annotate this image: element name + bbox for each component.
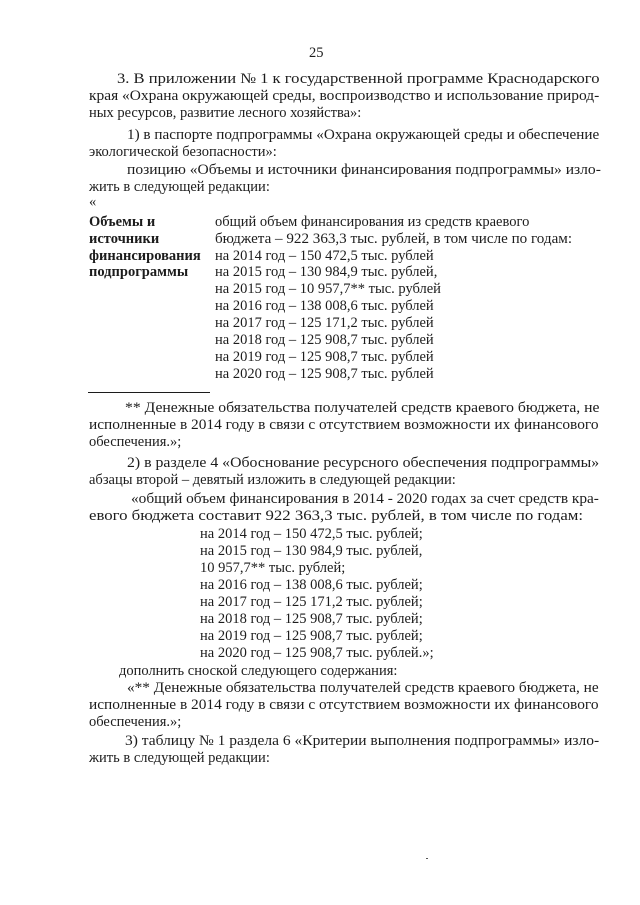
section2-line: «общий объем финансирования в 2014 - 2020 годах за счет средств кра- <box>131 491 599 507</box>
intro-line: позицию «Объемы и источники финансирования подпрограммы» изло- <box>127 162 601 178</box>
year-line: на 2015 год – 130 984,9 тыс. рублей, <box>200 543 423 559</box>
intro-line: ных ресурсов, развитие лесного хозяйства»: <box>89 105 362 121</box>
footnote-line: ** Денежные обязательства получателей средств краевого бюджета, не <box>125 400 600 416</box>
intro-line: края «Охрана окружающей среды, воспроизводство и использование природ- <box>89 88 600 104</box>
table-value: на 2015 год – 10 957,7** тыс. рублей <box>215 281 441 297</box>
footnote-line: обеспечения.»; <box>89 434 182 450</box>
table-label: финансирования <box>89 248 201 264</box>
section2-line: евого бюджета составит 922 363,3 тыс. рублей, в том числе по годам: <box>89 508 584 524</box>
table-value: на 2015 год – 130 984,9 тыс. рублей, <box>215 264 438 280</box>
scan-speck <box>426 858 428 859</box>
footnote-separator <box>88 392 210 393</box>
intro-line: 1) в паспорте подпрограммы «Охрана окружающей среды и обеспечение <box>127 127 600 143</box>
tail-line: 3) таблицу № 1 раздела 6 «Критерии выполнения подпрограммы» изло- <box>125 733 600 749</box>
tail-line: «** Денежные обязательства получателей средств краевого бюджета, не <box>127 680 599 696</box>
table-label: Объемы и <box>89 214 156 230</box>
tail-line: дополнить сноской следующего содержания: <box>119 663 398 679</box>
table-value: на 2020 год – 125 908,7 тыс. рублей <box>215 366 434 382</box>
table-label: источники <box>89 231 160 247</box>
year-line: на 2016 год – 138 008,6 тыс. рублей; <box>200 577 423 593</box>
table-value: на 2014 год – 150 472,5 тыс. рублей <box>215 248 434 264</box>
section2-line: абзацы второй – девятый изложить в следующей редакции: <box>89 472 456 488</box>
table-value: на 2019 год – 125 908,7 тыс. рублей <box>215 349 434 365</box>
year-line: на 2020 год – 125 908,7 тыс. рублей.»; <box>200 645 434 661</box>
year-line: на 2014 год – 150 472,5 тыс. рублей; <box>200 526 423 542</box>
intro-line: экологической безопасности»: <box>89 144 277 160</box>
footnote-line: исполненные в 2014 году в связи с отсутствием возможности их финансового <box>89 417 599 433</box>
open-quote: « <box>89 194 97 210</box>
tail-line: обеспечения.»; <box>89 714 182 730</box>
section2-line: 2) в разделе 4 «Обоснование ресурсного обеспечения подпрограммы» <box>127 455 600 471</box>
table-value: на 2016 год – 138 008,6 тыс. рублей <box>215 298 434 314</box>
tail-line: жить в следующей редакции: <box>89 750 270 766</box>
table-value: общий объем финансирования из средств краевого <box>215 214 530 230</box>
year-line: 10 957,7** тыс. рублей; <box>200 560 346 576</box>
year-line: на 2017 год – 125 171,2 тыс. рублей; <box>200 594 423 610</box>
intro-line: жить в следующей редакции: <box>89 179 270 195</box>
table-label: подпрограммы <box>89 264 189 280</box>
tail-line: исполненные в 2014 году в связи с отсутствием возможности их финансового <box>89 697 599 713</box>
year-line: на 2019 год – 125 908,7 тыс. рублей; <box>200 628 423 644</box>
intro-line: 3. В приложении № 1 к государственной программе Краснодарского <box>117 71 600 87</box>
table-value: на 2017 год – 125 171,2 тыс. рублей <box>215 315 434 331</box>
table-value: на 2018 год – 125 908,7 тыс. рублей <box>215 332 434 348</box>
year-line: на 2018 год – 125 908,7 тыс. рублей; <box>200 611 423 627</box>
page-number: 25 <box>309 45 324 61</box>
table-value: бюджета – 922 363,3 тыс. рублей, в том числе по годам: <box>215 231 573 247</box>
